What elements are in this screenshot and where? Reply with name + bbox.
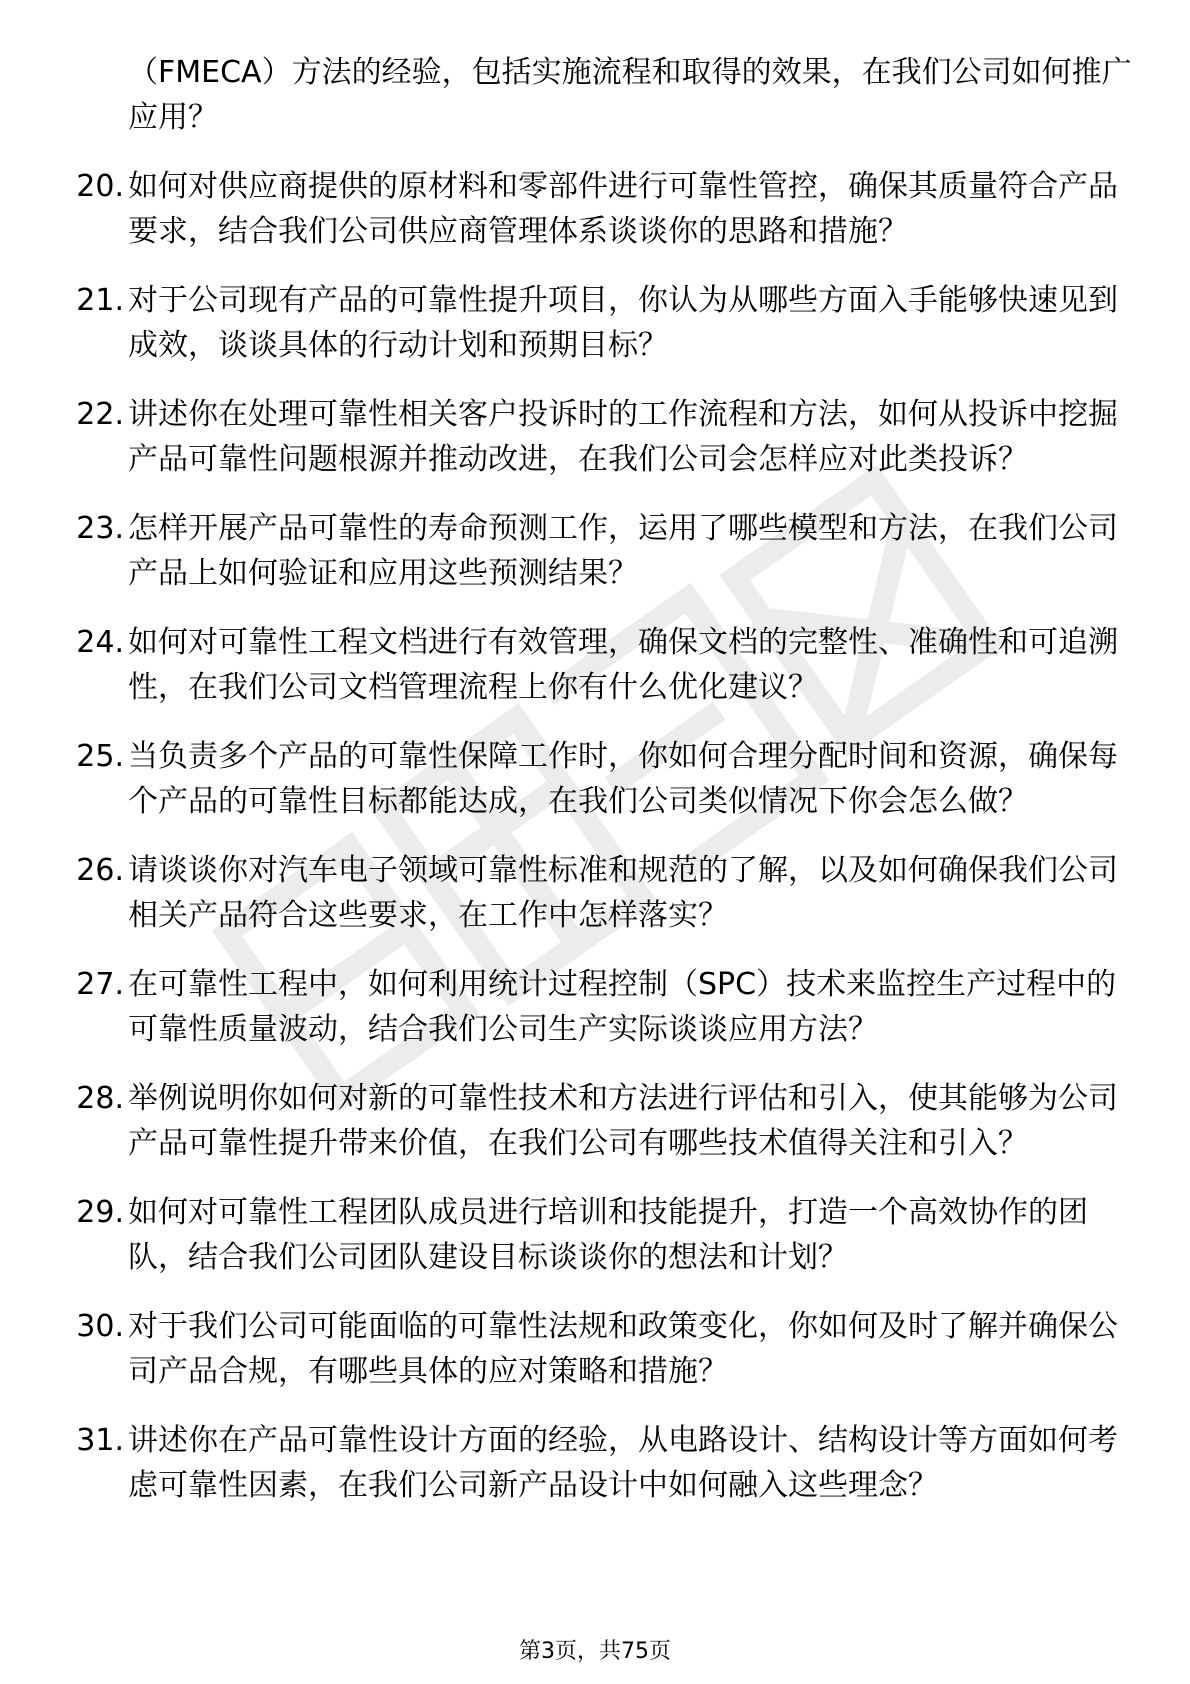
question-text: 对于我们公司可能面临的可靠性法规和政策变化，你如何及时了解并确保公司产品合规，有哪些具体的应对策略和措施？: [128, 1309, 1118, 1389]
question-item: [76, 620, 1135, 710]
question-text: 讲述你在产品可靠性设计方面的经验，从电路设计、结构设计等方面如何考虑可靠性因素，在我们公司新产品设计中如何融入这些理念？: [128, 1423, 1118, 1503]
question-text: 请谈谈你对汽车电子领域可靠性标准和规范的了解，以及如何确保我们公司相关产品符合这些要求，在工作中怎样落实？: [128, 853, 1118, 933]
question-number: 26.: [76, 853, 124, 888]
question-text: 当负责多个产品的可靠性保障工作时，你如何合理分配时间和资源，确保每个产品的可靠性目标都能达成，在我们公司类似情况下你会怎么做？: [128, 739, 1118, 819]
question-number: 20.: [76, 169, 124, 204]
question-text: 如何对供应商提供的原材料和零部件进行可靠性管控，确保其质量符合产品要求，结合我们公司供应商管理体系谈谈你的思路和措施？: [128, 169, 1118, 249]
question-number: 27.: [76, 967, 124, 1002]
question-number: 30.: [76, 1309, 124, 1344]
question-number: 21.: [76, 283, 124, 318]
question-item: [76, 1076, 1135, 1166]
question-item: [76, 164, 1135, 254]
question-number: 31.: [76, 1423, 124, 1458]
question-item: [76, 392, 1135, 482]
question-text: 怎样开展产品可靠性的寿命预测工作，运用了哪些模型和方法，在我们公司产品上如何验证和应用这些预测结果？: [128, 511, 1118, 591]
question-item: [76, 734, 1135, 824]
question-list: [76, 50, 1135, 1532]
question-text: 举例说明你如何对新的可靠性技术和方法进行评估和引入，使其能够为公司产品可靠性提升带来价值，在我们公司有哪些技术值得关注和引入？: [128, 1081, 1118, 1161]
question-number: 24.: [76, 625, 124, 660]
question-text: 讲述你在处理可靠性相关客户投诉时的工作流程和方法，如何从投诉中挖掘产品可靠性问题根源并推动改进，在我们公司会怎样应对此类投诉？: [128, 397, 1118, 477]
question-text: 如何对可靠性工程团队成员进行培训和技能提升，打造一个高效协作的团队，结合我们公司团队建设目标谈谈你的想法和计划？: [128, 1195, 1088, 1275]
page-footer: 第3页，共75页: [519, 1639, 671, 1664]
question-text: 如何对可靠性工程文档进行有效管理，确保文档的完整性、准确性和可追溯性，在我们公司文档管理流程上你有什么优化建议？: [128, 625, 1118, 705]
question-item: [76, 1418, 1135, 1508]
question-number: 22.: [76, 397, 124, 432]
question-item: [76, 278, 1135, 368]
question-item: [76, 1190, 1135, 1280]
question-number: 23.: [76, 511, 124, 546]
question-number: 25.: [76, 739, 124, 774]
question-number: 29.: [76, 1195, 124, 1230]
continued-question-text: （FMECA）方法的经验，包括实施流程和取得的效果，在我们公司如何推广应用？: [128, 55, 1132, 135]
question-item: [76, 1304, 1135, 1394]
question-item: [76, 962, 1135, 1052]
question-item: [76, 506, 1135, 596]
question-item: [76, 848, 1135, 938]
question-text: 在可靠性工程中，如何利用统计过程控制（SPC）技术来监控生产过程中的可靠性质量波动，结合我们公司生产实际谈谈应用方法？: [128, 967, 1117, 1047]
question-text: 对于公司现有产品的可靠性提升项目，你认为从哪些方面入手能够快速见到成效，谈谈具体的行动计划和预期目标？: [128, 283, 1118, 363]
question-number: 28.: [76, 1081, 124, 1116]
